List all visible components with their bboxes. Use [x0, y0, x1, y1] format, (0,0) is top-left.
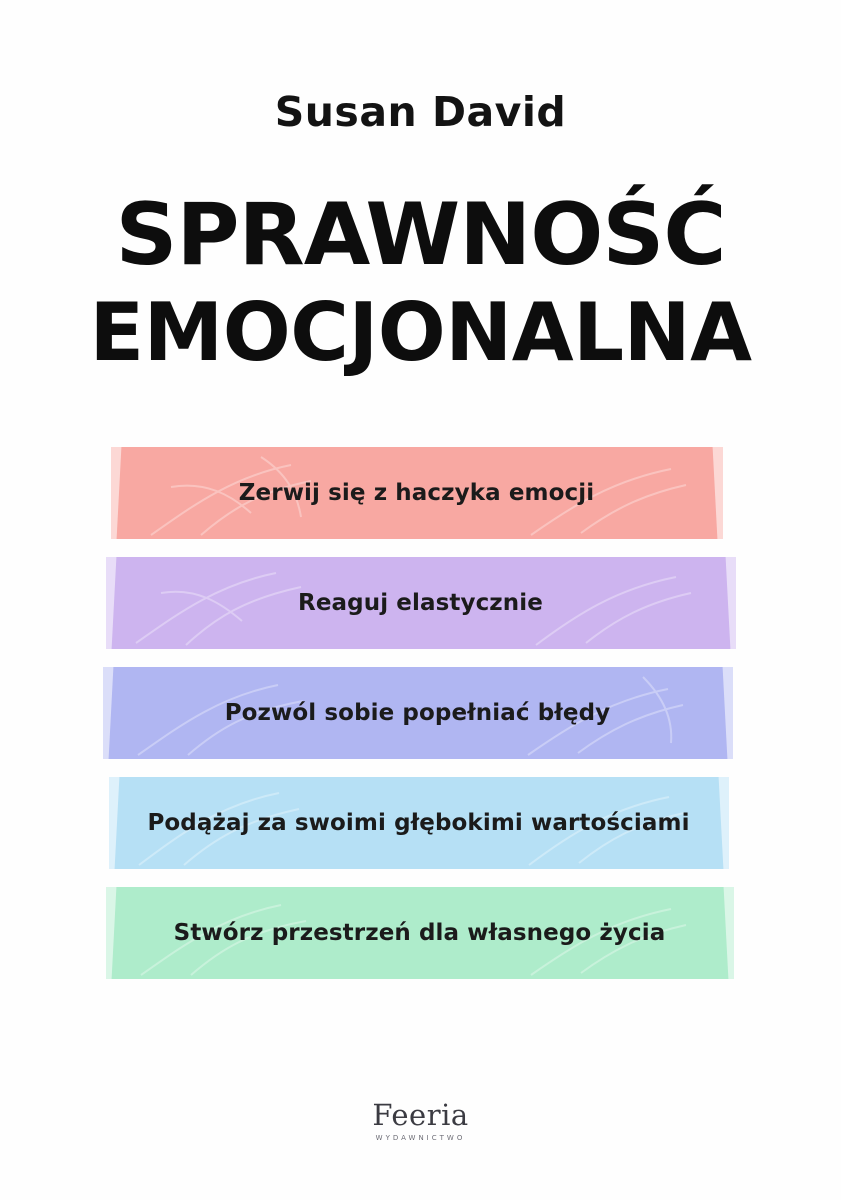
subtitle-bar-3-text: Pozwól sobie popełniać błędy — [224, 699, 611, 726]
publisher-logo — [0, 1098, 841, 1142]
subtitle-bar-4-text: Podążaj za swoimi głębokimi wartościami — [147, 809, 690, 836]
subtitle-bar-5 — [106, 887, 734, 979]
subtitle-bar-2-text: Reaguj elastycznie — [298, 589, 543, 616]
author-name: Susan David — [274, 88, 567, 136]
book-title — [0, 185, 841, 381]
subtitle-bar-1-text: Zerwij się z haczyka emocji — [238, 479, 595, 506]
publisher-subtitle: WYDAWNICTWO — [375, 1134, 466, 1142]
subtitle-bar-5-text: Stwórz przestrzeń dla własnego życia — [173, 919, 666, 946]
subtitle-bars — [0, 447, 841, 979]
subtitle-bar-3 — [103, 667, 733, 759]
subtitle-bar-1 — [111, 447, 723, 539]
subtitle-bar-2 — [106, 557, 736, 649]
title-line-1: SPRAWNOŚĆ — [115, 185, 726, 285]
publisher-name: Feeria — [372, 1098, 469, 1132]
title-line-2: EMOCJONALNA — [89, 286, 752, 380]
subtitle-bar-4 — [109, 777, 729, 869]
